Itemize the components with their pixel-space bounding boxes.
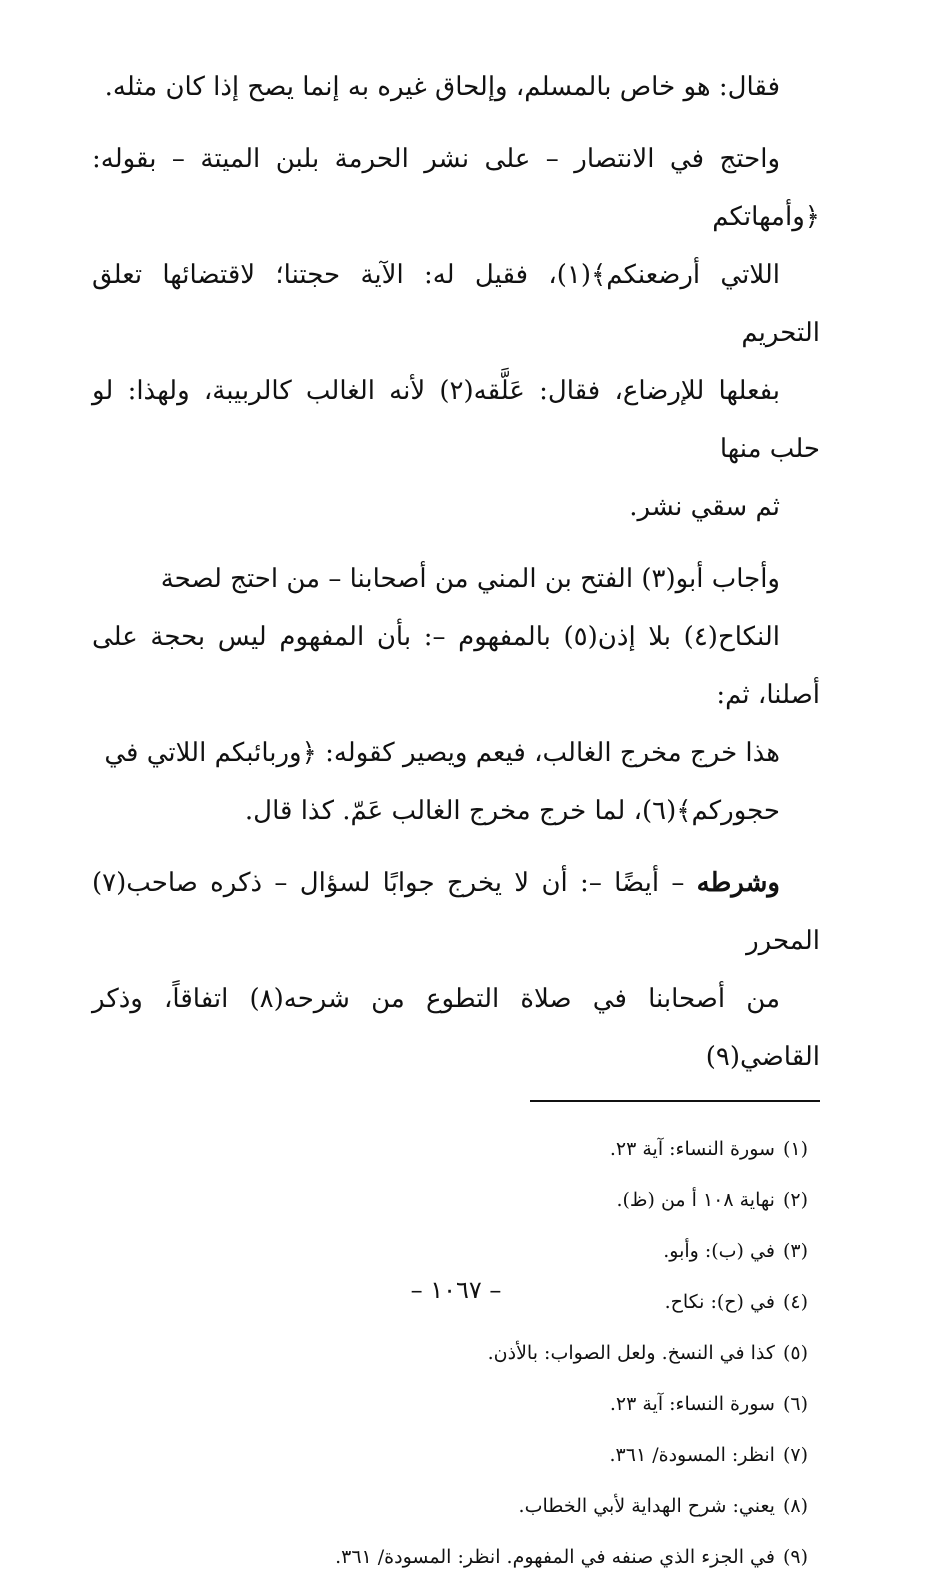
footnote-text: في (ب): وأبو. [663,1240,775,1262]
footnote-number: (٦) [782,1393,808,1415]
footnote-item [92,1328,808,1379]
text-line: من أصحابنا في صلاة التطوع من شرحه(٨) اتفاقاً، وذكر القاضي(٩) [92,984,820,1072]
text-line: واحتج في الانتصار – على نشر الحرمة بلبن الميتة – بقوله: ﴿وأمهاتكم [92,144,820,232]
footnote-number: (٩) [782,1546,808,1568]
footnote-item [92,1532,808,1583]
footnote-number: (٧) [782,1444,808,1466]
main-text [92,58,820,1086]
text-line: هذا خرج مخرج الغالب، فيعم ويصير كقوله: ﴿وربائبكم اللاتي في [104,738,780,768]
paragraph-1 [92,58,820,116]
paragraph-2 [92,130,820,536]
footnote-item [92,1481,808,1532]
footnote-text: سورة النساء: آية ٢٣. [609,1393,775,1415]
footnote-number: (١) [782,1138,808,1160]
text-fragment: – أيضًا –: أن لا يخرج جوابًا لسؤال – ذكره صاحب(٧) المحرر [92,868,820,956]
text-line: حجوركم﴾(٦)، لما خرج مخرج الغالب عَمّ. كذا قال. [244,796,780,826]
footnote-item [92,1226,808,1277]
footnote-item [92,1379,808,1430]
text-line: بفعلها للإرضاع، فقال: عَلَّقه(٢) لأنه الغالب كالربيبة، ولهذا: لو حلب منها [92,376,820,464]
footnote-number: (٨) [782,1495,808,1517]
page [92,58,820,1568]
footnote-text: كذا في النسخ. ولعل الصواب: بالأذن. [487,1342,775,1364]
paragraph-4 [92,854,820,1086]
text-line [92,854,820,970]
footnote-item [92,1124,808,1175]
paragraph-3 [92,550,820,840]
footnote-text: في (ح): نكاح. [664,1291,775,1313]
text-line: النكاح(٤) بلا إذن(٥) بالمفهوم –: بأن المفهوم ليس بحجة على أصلنا، ثم: [92,622,820,710]
footnote-item [92,1175,808,1226]
page-number: – ١٠٦٧ – [410,1276,502,1304]
footnote-number: (٣) [782,1240,808,1262]
text-line: وأجاب أبو(٣) الفتح بن المني من أصحابنا – من احتج لصحة [160,564,780,594]
footnote-text: سورة النساء: آية ٢٣. [609,1138,775,1160]
footnote-number: (٥) [782,1342,808,1364]
footnote-text: في الجزء الذي صنفه في المفهوم. انظر: المسودة/ ٣٦١. [335,1546,775,1568]
footnote-number: (٢) [782,1189,808,1211]
footnote-text: يعني: شرح الهداية لأبي الخطاب. [518,1495,775,1517]
bold-term: وشرطه [696,868,780,898]
text-line: ثم سقي نشر. [629,492,780,522]
footnote-text: انظر: المسودة/ ٣٦١. [609,1444,775,1466]
text-line: فقال: هو خاص بالمسلم، وإلحاق غيره به إنما يصح إذا كان مثله. [104,72,780,102]
footnote-text: نهاية ١٠٨ أ من (ظ). [616,1189,775,1211]
footnote-number: (٤) [782,1291,808,1313]
footnote-separator [530,1100,820,1102]
footnotes-list [92,1124,820,1583]
text-line: اللاتي أرضعنكم﴾(١)، فقيل له: الآية حجتنا؛ لاقتضائها تعلق التحريم [92,260,820,348]
footnote-item [92,1430,808,1481]
